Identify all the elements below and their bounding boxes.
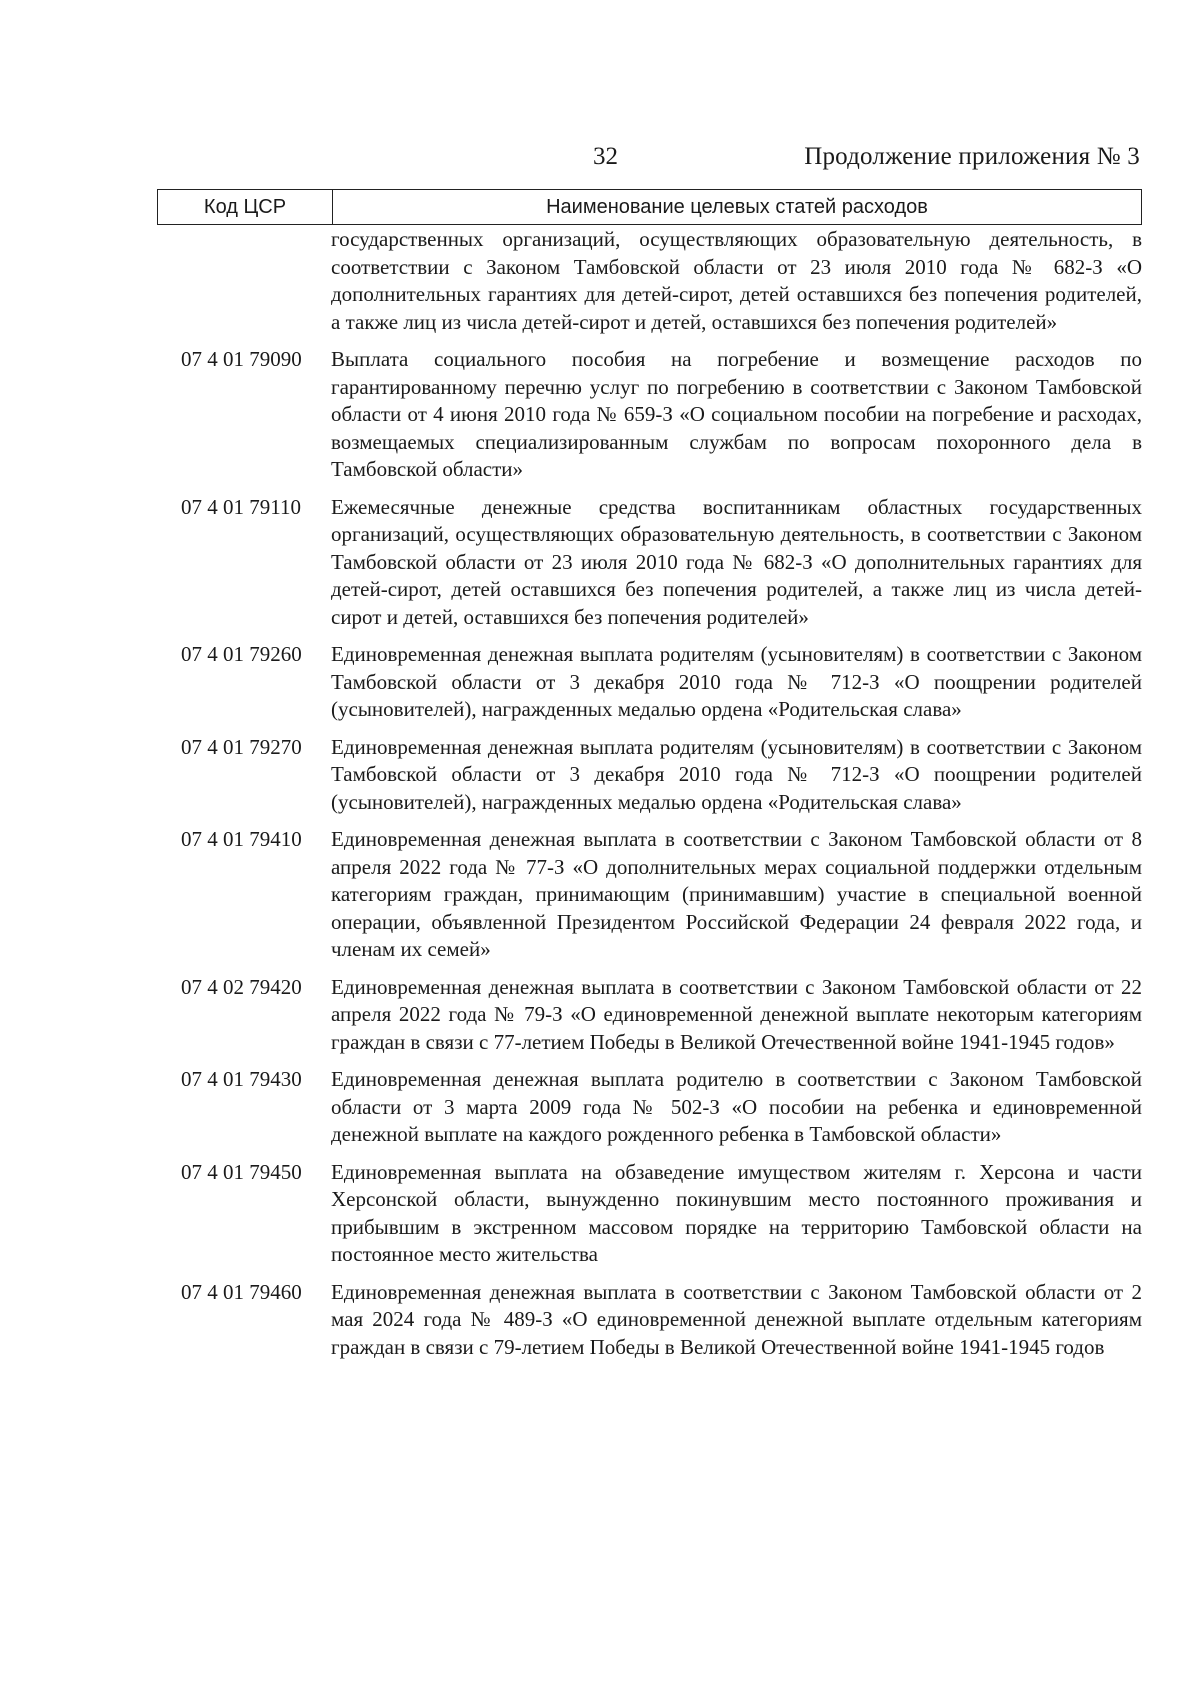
name-cell: Единовременная денежная выплата в соответствии с Законом Тамбовской области от 2 мая 2024 года № 489-З «О единовременной денежной выплате отдельным категориям граждан в связи с 79-летием Победы в Великой Отечественной войне 1941-1945 годов xyxy=(331,1279,1142,1359)
page-number: 32 xyxy=(593,143,618,170)
appendix-label: Продолжение приложения № 3 xyxy=(804,143,1140,170)
code-text: 07 4 01 79430 xyxy=(181,1067,302,1091)
table-row xyxy=(157,1066,1142,1149)
name-cell: Ежемесячные денежные средства воспитанникам областных государственных организаций, осуществляющих образовательную деятельность, в соответствии с Законом Тамбовской области от 23 июля 2010 года № 682-З «О дополнительных гарантиях для детей-сирот, детей оставшихся без попечения родителей, а также лиц из числа детей-сирот и детей, оставшихся без попечения родителей» xyxy=(331,494,1142,629)
column-header-code: Код ЦСР xyxy=(158,190,333,224)
table-row xyxy=(157,734,1142,817)
code-text: 07 4 01 79110 xyxy=(181,494,301,519)
code-cell xyxy=(157,734,331,817)
name-cell: Выплата социального пособия на погребение и возмещение расходов по гарантированному перечню услуг по погребению в соответствии с Законом Тамбовской области от 4 июня 2010 года № 659-З «О социальном пособии на погребение и расходах, возмещаемых специализированным службам по вопросам похоронного дела в Тамбовской области» xyxy=(331,347,1142,481)
code-text: 07 4 01 79410 xyxy=(181,827,302,851)
code-text: 07 4 01 79270 xyxy=(181,734,302,759)
table-row xyxy=(157,1279,1142,1362)
table-row xyxy=(157,826,1142,964)
table-row xyxy=(157,346,1142,484)
table-row xyxy=(157,641,1142,724)
code-cell xyxy=(157,641,331,724)
name-cell: Единовременная денежная выплата родителю в соответствии с Законом Тамбовской области от 3 марта 2009 года № 502-З «О пособии на ребенка и единовременной денежной выплате на каждого рожденного ребенка в Тамбовской области» xyxy=(331,1067,1142,1146)
code-cell xyxy=(157,1279,331,1362)
code-cell xyxy=(157,1066,331,1149)
name-cell: Единовременная денежная выплата в соответствии с Законом Тамбовской области от 8 апреля 2022 года № 77-З «О дополнительных мерах социальной поддержки отдельным категориям граждан, принимающим (принимавшим) участие в специальной военной операции, объявленной Президентом Российской Федерации 24 февраля 2022 года, и членам их семей» xyxy=(331,827,1142,961)
code-text: 07 4 01 79450 xyxy=(181,1159,302,1184)
column-header-name: Наименование целевых статей расходов xyxy=(546,195,928,218)
code-cell-empty xyxy=(157,226,331,336)
table-body xyxy=(157,226,1142,1371)
code-cell xyxy=(157,826,331,964)
name-cell: Единовременная выплата на обзаведение имуществом жителям г. Херсона и части Херсонской области, вынужденно покинувшим место постоянного проживания и прибывшим в экстренном массовом порядке на территорию Тамбовской области на постоянное место жительства xyxy=(331,1159,1142,1266)
code-text: 07 4 01 79460 xyxy=(181,1279,302,1304)
table-row xyxy=(157,974,1142,1057)
name-cell: Единовременная денежная выплата родителям (усыновителям) в соответствии с Законом Тамбовской области от 3 декабря 2010 года № 712-З «О поощрении родителей (усыновителей), награжденных медалью ордена «Родительская слава» xyxy=(331,642,1142,721)
name-cell: Единовременная денежная выплата родителям (усыновителям) в соответствии с Законом Тамбовской области от 3 декабря 2010 года № 712-З «О поощрении родителей (усыновителей), награжденных медалью ордена «Родительская слава» xyxy=(331,734,1142,814)
code-cell xyxy=(157,346,331,484)
table-row-continuation xyxy=(157,226,1142,336)
name-cell: Единовременная денежная выплата в соответствии с Законом Тамбовской области от 22 апреля 2022 года № 79-З «О единовременной денежной выплате некоторым категориям граждан в связи с 77-летием Победы в Великой Отечественной войне 1941-1945 годов» xyxy=(331,974,1142,1054)
code-cell xyxy=(157,1159,331,1269)
code-text: 07 4 01 79090 xyxy=(181,347,302,371)
code-cell xyxy=(157,974,331,1057)
code-text: 07 4 02 79420 xyxy=(181,974,302,999)
name-cell: государственных организаций, осуществляющих образовательную деятельность, в соответствии с Законом Тамбовской области от 23 июля 2010 года № 682-З «О дополнительных гарантиях для детей-сирот, детей оставшихся без попечения родителей, а также лиц из числа детей-сирот и детей, оставшихся без попечения родителей» xyxy=(331,227,1142,334)
table-header xyxy=(157,189,1142,225)
table-row xyxy=(157,494,1142,632)
code-cell xyxy=(157,494,331,632)
code-text: 07 4 01 79260 xyxy=(181,642,302,666)
table-row xyxy=(157,1159,1142,1269)
